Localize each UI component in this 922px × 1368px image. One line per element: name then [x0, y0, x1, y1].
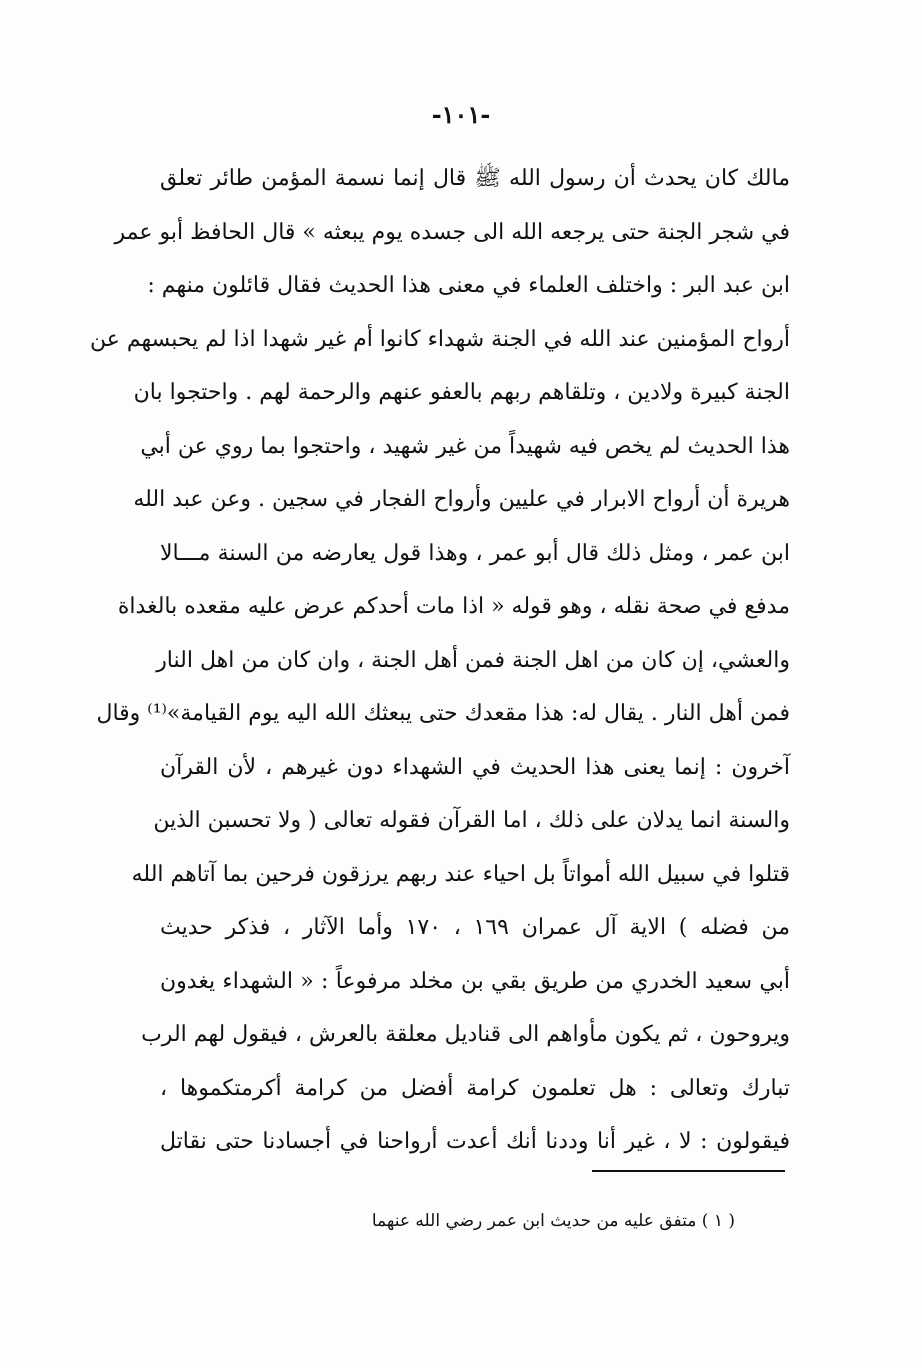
text-line: مدفع في صحة نقله ، وهو قوله « اذا مات أحدكم عرض عليه مقعده بالغداة [117, 594, 790, 619]
text-line: الجنة كبيرة ولادين ، وتلقاهم ربهم بالعفو عنهم والرحمة لهم . واحتجوا بان [133, 380, 790, 405]
text-line: هريرة أن أرواح الابرار في عليين وأرواح الفجار في سجين . وعن عبد الله [133, 487, 790, 512]
text-line: فمن أهل النار . يقال له: هذا مقعدك حتى يبعثك الله اليه يوم القيامة»⁽¹⁾ وقال [96, 701, 790, 726]
text-line: أرواح المؤمنين عند الله في الجنة شهداء كانوا أم غير شهدا اذا لم يحبسهم عن [89, 326, 790, 352]
text-line: هذا الحديث لم يخص فيه شهيداً من غير شهيد ، واحتجوا بما روي عن أبي [140, 433, 790, 459]
text-line: والعشي، إن كان من اهل الجنة فمن أهل الجنة ، وان كان من اهل النار [156, 647, 790, 673]
text-line: آخرون : إنما يعنى هذا الحديث في الشهداء دون غيرهم ، لأن القرآن [160, 754, 790, 780]
text-line: من فضله ) الاية آل عمران ١٦٩ ، ١٧٠ وأما الآثار ، فذكر حديث [160, 915, 790, 940]
text-line: مالك كان يحدث أن رسول الله ﷺ قال إنما نسمة المؤمن طائر تعلق [160, 166, 790, 191]
text-line: أبي سعيد الخدري من طريق بقي بن مخلد مرفوعاً : « الشهداء يغدون [160, 968, 790, 994]
footnote-divider [592, 1170, 785, 1172]
body-text [89, 152, 790, 1169]
text-line: ابن عمر ، ومثل ذلك قال أبو عمر ، وهذا قول يعارضه من السنة مـــالا [160, 540, 790, 566]
text-line: ويروحون ، ثم يكون مأواهم الى قناديل معلقة بالعرش ، فيقول لهم الرب [141, 1022, 790, 1047]
text-line: والسنة انما يدلان على ذلك ، اما القرآن فقوله تعالى ( ولا تحسبن الذين [153, 808, 790, 833]
text-line: في شجر الجنة حتى يرجعه الله الى جسده يوم يبعثه » قال الحافظ أبو عمر [114, 219, 790, 245]
text-line: فيقولون : لا ، غير أنا وددنا أنك أعدت أرواحنا في أجسادنا حتى نقاتل [160, 1129, 790, 1154]
text-line: قتلوا في سبيل الله أمواتاً بل احياء عند ربهم يرزقون فرحين بما آتاهم الله [131, 861, 790, 887]
footnote: ( ١ ) متفق عليه من حديث ابن عمر رضي الله عنهما [371, 1211, 735, 1231]
text-line: ابن عبد البر : واختلف العلماء في معنى هذا الحديث فقال قائلون منهم : [147, 273, 790, 298]
page-number: -١٠١- [431, 100, 491, 129]
text-line: تبارك وتعالى : هل تعلمون كرامة أفضل من كرامة أكرمتكموها ، [160, 1075, 790, 1101]
